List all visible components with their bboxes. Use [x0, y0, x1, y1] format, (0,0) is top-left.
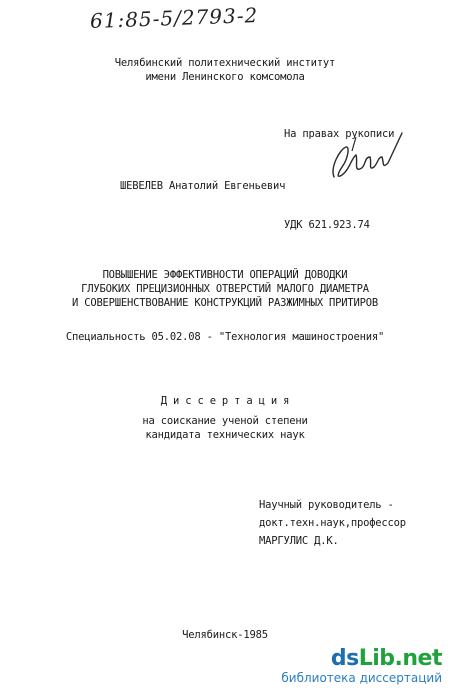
supervisor-line-1: Научный руководитель - [259, 499, 394, 511]
dslib-watermark-logo[interactable] [281, 647, 442, 685]
dslib-brand-ds: ds [330, 646, 359, 671]
handwritten-catalog-code: 61:85-5/2793-2 [89, 3, 259, 33]
specialty: Специальность 05.02.08 - "Технология машиностроения" [65, 331, 385, 343]
institution-line-1: Челябинский политехнический институт [114, 57, 336, 69]
dslib-brand-lib: Lib.net [358, 646, 442, 671]
handwritten-signature [312, 127, 404, 185]
supervisor-line-2: докт.техн.наук,профессор [259, 517, 406, 529]
udk-code: УДК 621.923.74 [284, 219, 370, 231]
author-name: ШЕВЕЛЕВ Анатолий Евгеньевич [120, 180, 286, 192]
degree-line-1: на соискание ученой степени [142, 415, 308, 427]
dslib-brand [281, 647, 442, 671]
supervisor-name: МАРГУЛИС Д.К. [259, 535, 339, 547]
thesis-title-line-2: ГЛУБОКИХ ПРЕЦИЗИОННЫХ ОТВЕРСТИЙ МАЛОГО ДИАМЕТРА [81, 283, 369, 295]
degree-line-2: кандидата технических наук [145, 429, 305, 441]
thesis-title-line-1: ПОВЫШЕНИЕ ЭФФЕКТИВНОСТИ ОПЕРАЦИЙ ДОВОДКИ [102, 269, 348, 281]
thesis-title-line-3: И СОВЕРШЕНСТВОВАНИЕ КОНСТРУКЦИЙ РАЗЖИМНЫХ ПРИТИРОВ [71, 297, 379, 309]
institution-line-2: имени Ленинского комсомола [145, 71, 305, 83]
dissertation-heading: Д и с с е р т а ц и я [160, 395, 290, 407]
city-year: Челябинск-1985 [182, 629, 268, 641]
dslib-subtitle: библиотека диссертаций [281, 671, 442, 685]
rights-notice: На правах рукописи [284, 128, 395, 140]
